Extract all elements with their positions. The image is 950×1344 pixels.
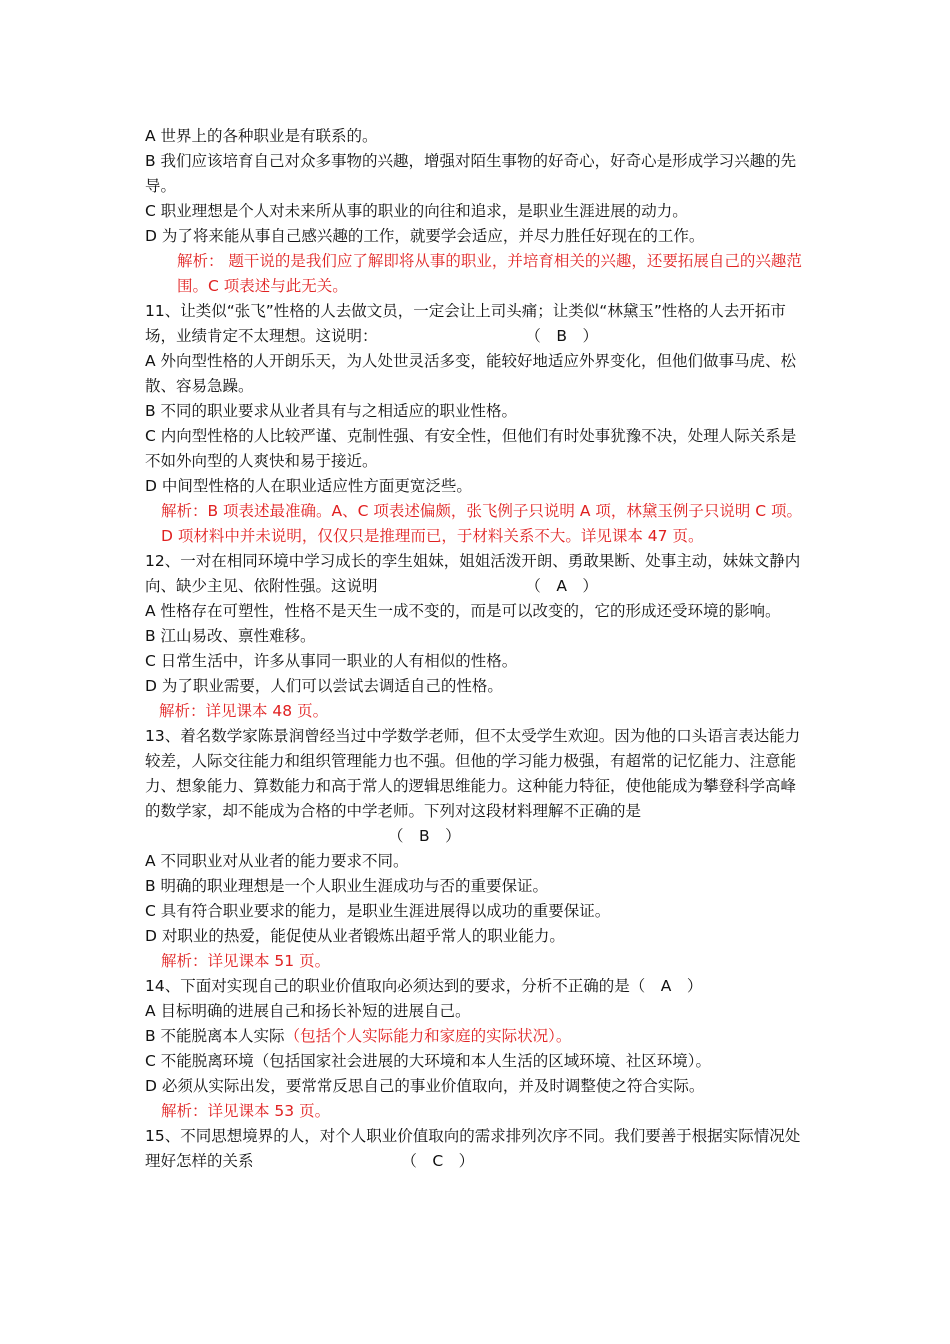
q14-option-c: C 不能脱离环境（包括国家社会进展的大环境和本人生活的区域环境、社区环境）。 — [145, 1052, 712, 1070]
question-13: 13、着名数学家陈景润曾经当过中学数学老师，但不太受学生欢迎。因为他的口头语言表达能力较差，人际交往能力和组织管理能力也不强。但他的学习能力极强，有超常的记忆能力、注意能力、想象能力、算数能力和高于常人的逻辑思维能力。这种能力特征，使他能成为攀登科学高峰的数学家，却不能成为合格的中学老师。下列对这段材料理解不正确的是 — [145, 727, 801, 820]
q12-option-d: D 为了职业需要，人们可以尝试去调适自己的性格。 — [145, 677, 503, 695]
question-14-answer: （ A ） — [629, 977, 703, 995]
question-11-answer: （ B ） — [525, 327, 598, 345]
q14-explanation: 解析：详见课本 53 页。 — [161, 1102, 331, 1120]
question-12-answer: （ A ） — [525, 577, 598, 595]
q12-option-b: B 江山易改、禀性难移。 — [145, 627, 316, 645]
q14-option-b-text: B 不能脱离本人实际 — [145, 1027, 285, 1045]
q11-option-a: A 外向型性格的人开朗乐天，为人处世灵活多变，能较好地适应外界变化，但他们做事马虎、松散、容易急躁。 — [145, 352, 797, 395]
question-15-answer: （ C ） — [401, 1152, 475, 1170]
question-text-block — [145, 124, 810, 1174]
question-14 — [145, 974, 810, 999]
q14-option-b-note: （包括个人实际能力和家庭的实际状况）。 — [284, 1027, 572, 1045]
q13-option-a: A 不同职业对从业者的能力要求不同。 — [145, 852, 409, 870]
q13-explanation: 解析：详见课本 51 页。 — [161, 952, 331, 970]
question-15-text: 15、不同思想境界的人，对个人职业价值取向的需求排列次序不同。我们要善于根据实际情况处理好怎样的关系 — [145, 1127, 801, 1170]
q13-option-b: B 明确的职业理想是一个人职业生涯成功与否的重要保证。 — [145, 877, 549, 895]
q12-explanation: 解析：详见课本 48 页。 — [159, 702, 329, 720]
q14-option-b — [145, 1024, 810, 1049]
option-c-line: C 职业理想是个人对未来所从事的职业的向往和追求，是职业生涯进展的动力。 — [145, 202, 688, 220]
option-d-line: D 为了将来能从事自己感兴趣的工作，就要学会适应，并尽力胜任好现在的工作。 — [145, 227, 705, 245]
q11-option-b: B 不同的职业要求从业者具有与之相适应的职业性格。 — [145, 402, 518, 420]
question-11 — [145, 299, 810, 349]
question-12 — [145, 549, 810, 599]
q11-option-d: D 中间型性格的人在职业适应性方面更宽泛些。 — [145, 477, 472, 495]
question-14-text: 14、下面对实现自己的职业价值取向必须达到的要求，分析不正确的是 — [145, 977, 630, 995]
question-13-answer: （ B ） — [388, 827, 461, 845]
question-12-text: 12、一对在相同环境中学习成长的孪生姐妹，姐姐活泼开朗、勇敢果断、处事主动，妹妹文静内向、缺少主见、依附性强。这说明 — [145, 552, 801, 595]
option-b-line: B 我们应该培育自己对众多事物的兴趣，增强对陌生事物的好奇心，好奇心是形成学习兴趣的先导。 — [145, 152, 797, 195]
q14-option-a: A 目标明确的进展自己和扬长补短的进展自己。 — [145, 1002, 471, 1020]
q13-option-d: D 对职业的热爱，能促使从业者锻炼出超乎常人的职业能力。 — [145, 927, 565, 945]
question-15 — [145, 1124, 810, 1174]
option-a-line: A 世界上的各种职业是有联系的。 — [145, 127, 378, 145]
q13-option-c: C 具有符合职业要求的能力，是职业生涯进展得以成功的重要保证。 — [145, 902, 611, 920]
q14-option-d: D 必须从实际出发，要常常反思自己的事业价值取向，并及时调整使之符合实际。 — [145, 1077, 705, 1095]
q11-explanation: 解析：B 项表述最准确。A、C 项表述偏颇，张飞例子只说明 A 项，林黛玉例子只说明 C 项。D 项材料中并未说明，仅仅只是推理而已，于材料关系不大。详见课本 47 页。 — [161, 502, 803, 545]
q11-option-c: C 内向型性格的人比较严谨、克制性强、有安全性，但他们有时处事犹豫不决，处理人际关系是不如外向型的人爽快和易于接近。 — [145, 427, 797, 470]
explanation-line: 解析： 题干说的是我们应了解即将从事的职业，并培育相关的兴趣，还要拓展自己的兴趣范围。C 项表述与此无关。 — [177, 252, 802, 295]
question-11-text: 11、让类似“张飞”性格的人去做文员，一定会让上司头痛；让类似“林黛玉”性格的人去开拓市场，业绩肯定不太理想。这说明： — [145, 302, 786, 345]
q12-option-a: A 性格存在可塑性，性格不是天生一成不变的，而是可以改变的，它的形成还受环境的影响。 — [145, 602, 781, 620]
q12-option-c: C 日常生活中，许多从事同一职业的人有相似的性格。 — [145, 652, 518, 670]
